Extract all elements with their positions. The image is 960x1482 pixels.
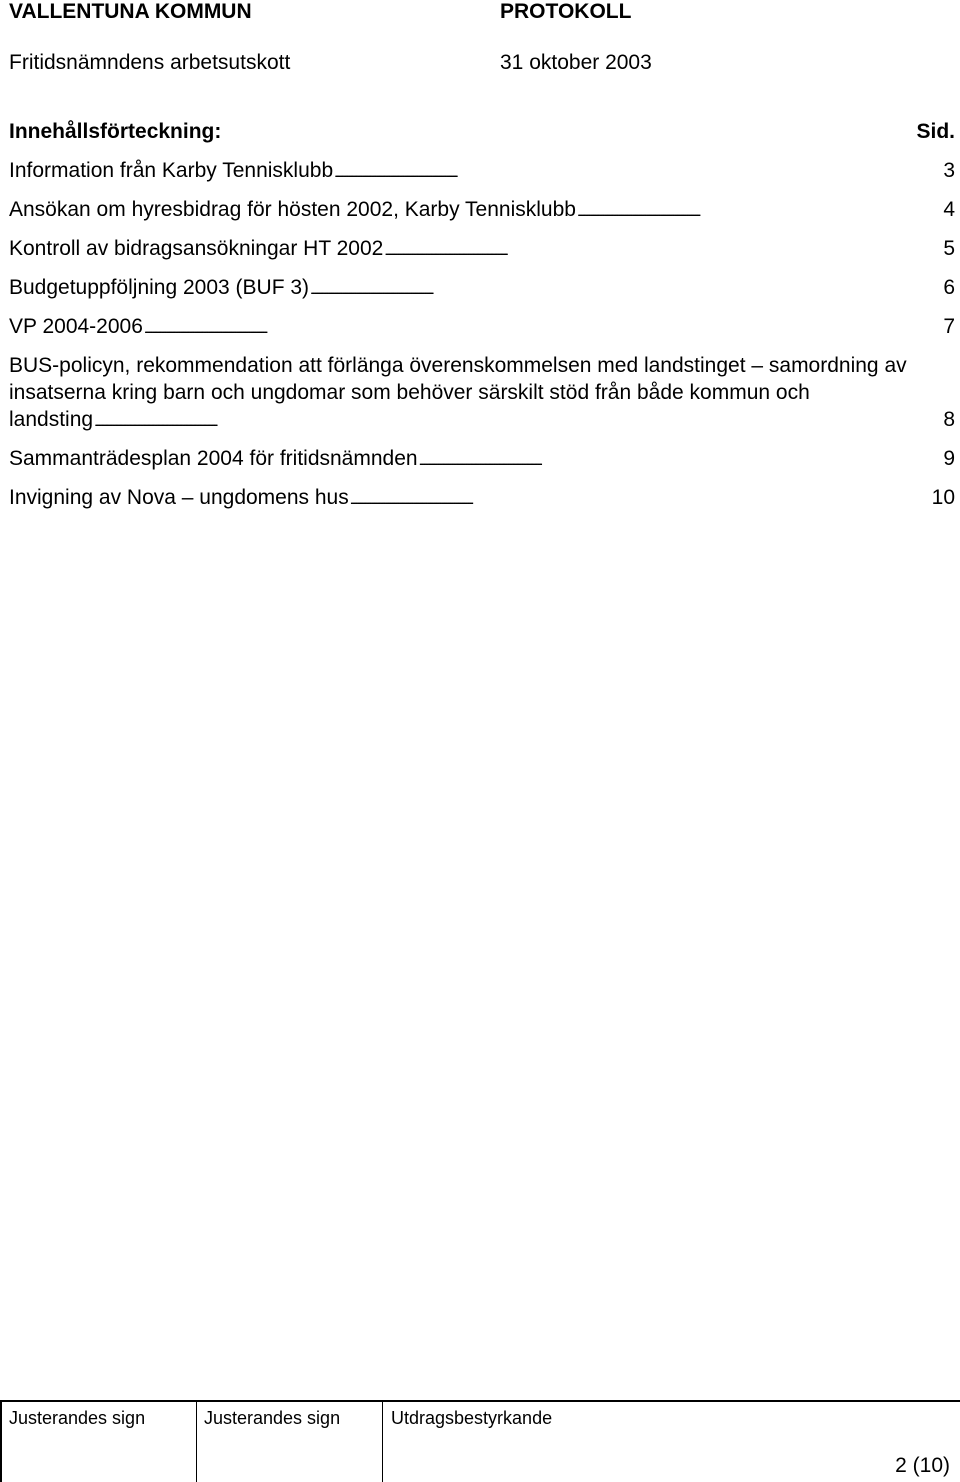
dot-leader [310, 274, 942, 303]
toc-entry[interactable] [9, 352, 955, 435]
toc-entry-title: VP 2004-2006 [9, 315, 143, 338]
toc-entry-page: 9 [943, 447, 955, 470]
toc-entry-page: 3 [943, 159, 955, 182]
dot-leader [94, 406, 942, 435]
footer-extract-cell [382, 1402, 960, 1482]
organization-name: VALLENTUNA KOMMUN [9, 0, 252, 23]
footer-signature-table [0, 1400, 960, 1482]
dot-leader [419, 445, 943, 474]
toc-entry[interactable] [9, 196, 955, 225]
toc-entry-title: Budgetuppföljning 2003 (BUF 3) [9, 276, 310, 299]
table-of-contents [9, 157, 955, 523]
toc-entry-page: 10 [931, 486, 955, 509]
dot-leader [350, 484, 931, 513]
toc-heading-row [9, 120, 955, 144]
page-number: 2 (10) [895, 1454, 950, 1477]
committee-name: Fritidsnämndens arbetsutskott [9, 51, 291, 74]
toc-entry[interactable] [9, 313, 955, 342]
footer-sign-cell-2 [196, 1402, 382, 1482]
toc-entry-page: 6 [943, 276, 955, 299]
dot-leader [144, 313, 942, 342]
meeting-date: 31 oktober 2003 [500, 51, 652, 74]
toc-entry-page: 5 [943, 237, 955, 260]
toc-entry[interactable] [9, 484, 955, 513]
dot-leader [384, 235, 942, 264]
toc-entry[interactable] [9, 157, 955, 186]
toc-entry-title: landsting [9, 408, 94, 431]
toc-entry-title: Sammanträdesplan 2004 för fritidsnämnden [9, 447, 418, 470]
dot-leader [334, 157, 942, 186]
toc-entry-title: Ansökan om hyresbidrag för hösten 2002, Karby Tennisklubb [9, 198, 576, 221]
toc-entry[interactable] [9, 235, 955, 264]
toc-page-heading: Sid. [916, 120, 955, 143]
footer-sign-cell-1 [0, 1402, 196, 1482]
footer-extract-label: Utdragsbestyrkande [391, 1408, 553, 1428]
toc-entry[interactable] [9, 274, 955, 303]
toc-entry-text: BUS-policyn, rekommendation att förlänga överenskommelsen med landstinget – samordning av insatserna kring barn och ungdomar som behöver särskilt stöd från både kommun och [9, 354, 907, 404]
toc-heading: Innehållsförteckning: [9, 120, 222, 143]
toc-entry[interactable] [9, 445, 955, 474]
toc-entry-page: 7 [943, 315, 955, 338]
dot-leader [577, 196, 942, 225]
toc-entry-title: Invigning av Nova – ungdomens hus [9, 486, 349, 509]
toc-entry-title: Kontroll av bidragsansökningar HT 2002 [9, 237, 384, 260]
toc-entry-page: 4 [943, 198, 955, 221]
footer-sign-label: Justerandes sign [204, 1408, 341, 1428]
toc-entry-title: Information från Karby Tennisklubb [9, 159, 334, 182]
footer-sign-label: Justerandes sign [9, 1408, 146, 1428]
toc-entry-page: 8 [943, 408, 955, 431]
document-type: PROTOKOLL [500, 0, 632, 23]
